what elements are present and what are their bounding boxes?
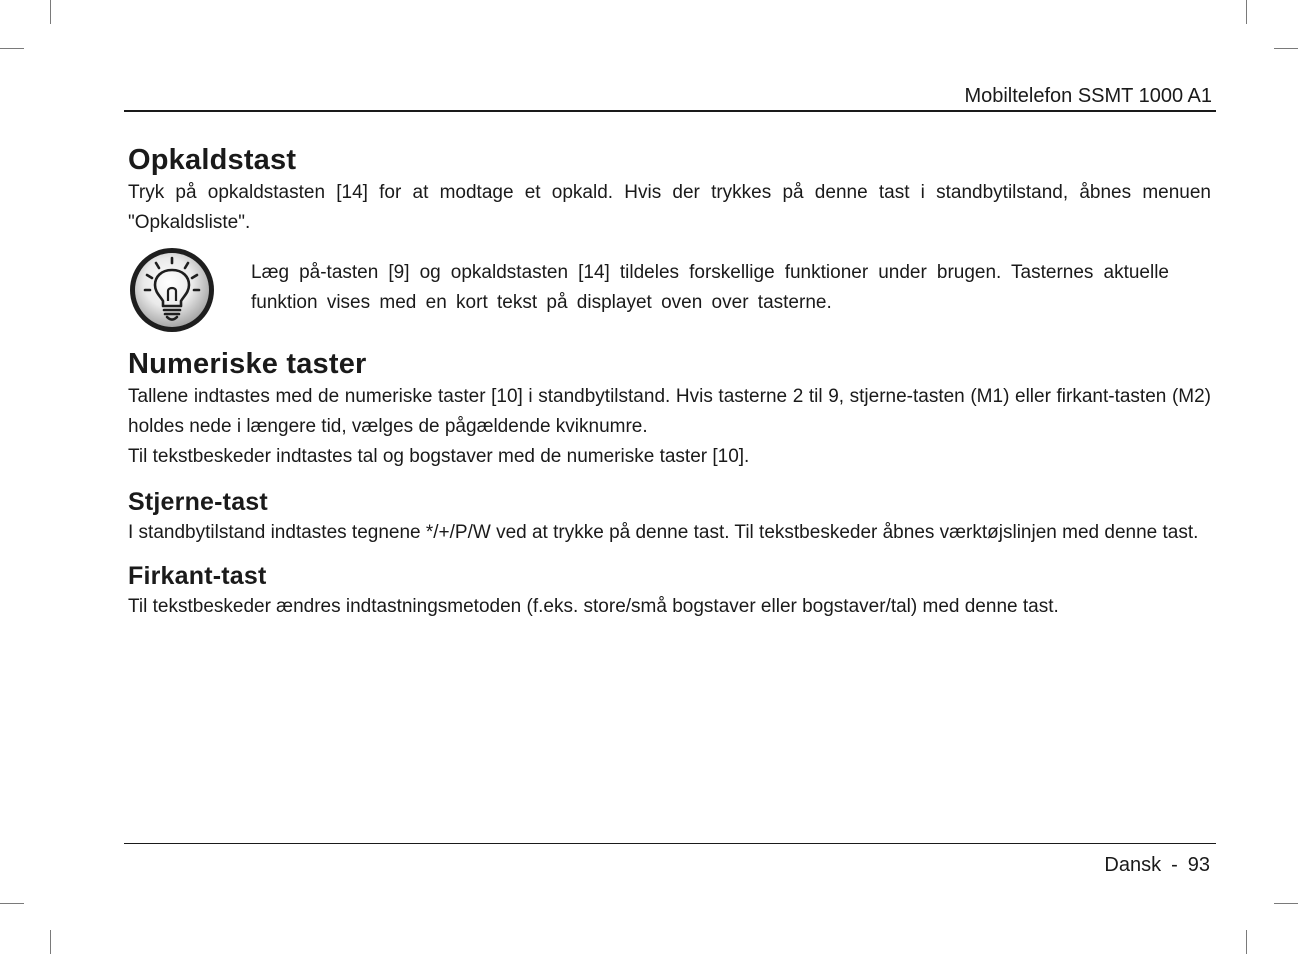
crop-mark xyxy=(1246,0,1247,24)
section-body: Til tekstbeskeder indtastes tal og bogstaver med de numeriske taster [10]. xyxy=(128,446,750,467)
tip-text: Læg på-tasten [9] og opkaldstasten [14] tildeles forskellige funktioner under brugen. Tasternes aktuelle funktion vises med en kort tekst på displayet oven over tasterne. xyxy=(251,262,1169,313)
crop-mark xyxy=(1246,930,1247,954)
crop-mark xyxy=(50,0,51,24)
crop-mark xyxy=(0,903,24,904)
lightbulb-icon xyxy=(128,246,216,334)
section-heading: Opkaldstast xyxy=(128,144,297,176)
crop-mark xyxy=(0,48,24,49)
crop-mark xyxy=(50,930,51,954)
section-opkaldstast xyxy=(128,142,1211,334)
footer-language: Dansk xyxy=(1104,854,1162,876)
section-body: Tallene indtastes med de numeriske taster [10] i standbytilstand. Hvis tasterne 2 til 9, stjerne-tasten (M1) eller firkant-tasten (M2) holdes nede i længere tid, vælges de pågældende kviknumre. xyxy=(128,386,1211,437)
page-content xyxy=(128,142,1211,622)
crop-mark xyxy=(1274,48,1298,49)
section-firkant-tast xyxy=(128,560,1211,622)
section-body: Til tekstbeskeder ændres indtastningsmetoden (f.eks. store/små bogstaver eller bogstaver/tal) med denne tast. xyxy=(128,596,1059,617)
section-body: I standbytilstand indtastes tegnene */+/P/W ved at trykke på denne tast. Til tekstbeskeder åbnes værktøjslinjen med denne tast. xyxy=(128,522,1199,543)
section-numeriske-taster xyxy=(128,346,1211,472)
subsection-heading: Stjerne-tast xyxy=(128,488,268,516)
running-footer xyxy=(1104,853,1210,877)
crop-mark xyxy=(1274,903,1298,904)
header-rule xyxy=(124,110,1216,112)
running-header: Mobiltelefon SSMT 1000 A1 xyxy=(964,85,1212,107)
section-heading: Numeriske taster xyxy=(128,348,367,380)
footer-rule xyxy=(124,843,1216,844)
section-body: Tryk på opkaldstasten [14] for at modtage et opkald. Hvis der trykkes på denne tast i standbytilstand, åbnes menuen "Opkaldsliste". xyxy=(128,182,1211,233)
tip-note xyxy=(128,246,1211,334)
footer-separator: - xyxy=(1171,854,1178,876)
page-number: 93 xyxy=(1187,854,1210,876)
subsection-heading: Firkant-tast xyxy=(128,562,267,590)
section-stjerne-tast xyxy=(128,486,1211,548)
